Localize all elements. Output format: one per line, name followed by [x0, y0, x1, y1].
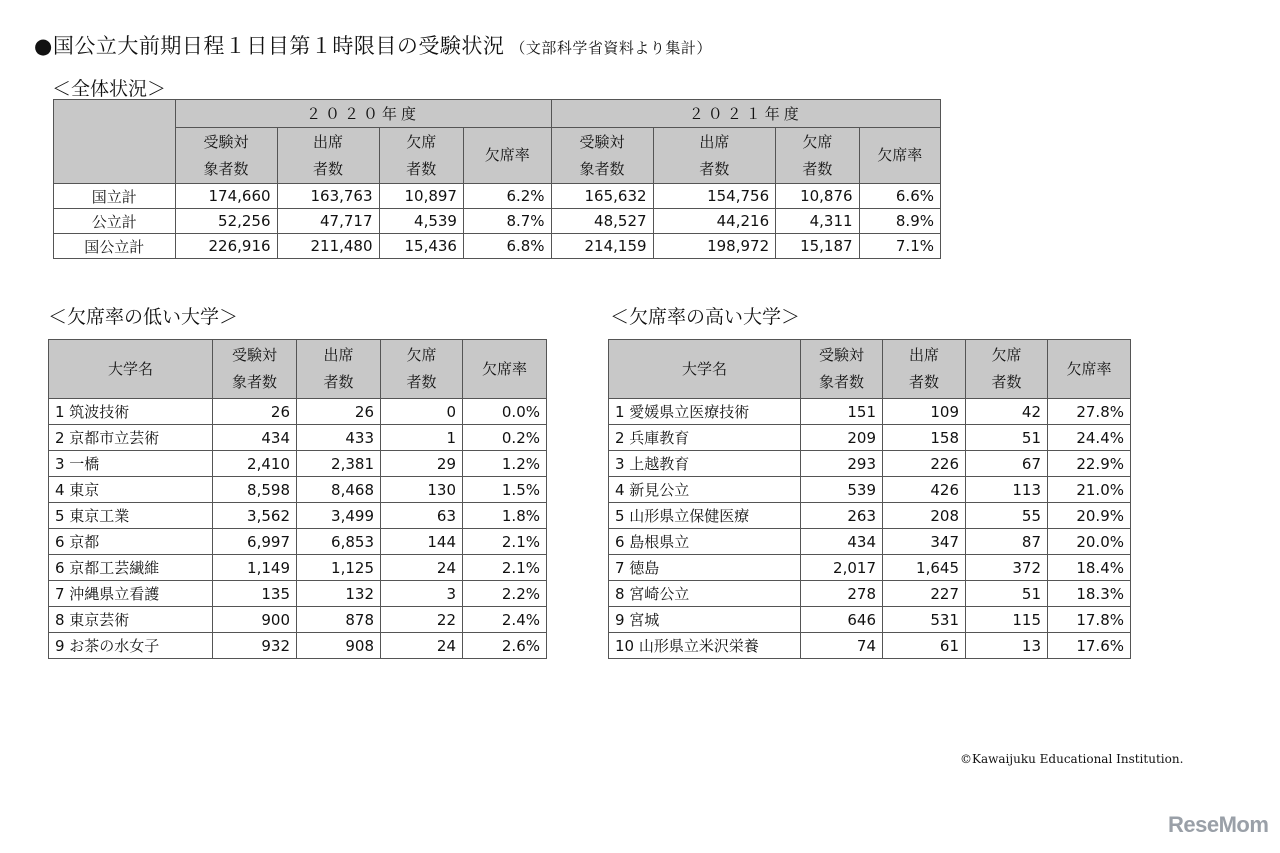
- table-cell: 24: [381, 555, 463, 581]
- overall-col-header-3: [859, 128, 940, 184]
- table-cell: 130: [381, 477, 463, 503]
- high-col-header-1-line: 出席: [908, 346, 939, 364]
- overall-col-header-2: [776, 128, 859, 184]
- overall-col-header-0-line: 象者数: [203, 159, 249, 178]
- table-cell: 531: [883, 607, 966, 633]
- overall-cell: 47,717: [277, 209, 379, 234]
- high-col-header-3: [1048, 340, 1131, 399]
- overall-col-header-1-line: 者数: [699, 159, 730, 178]
- university-name: 3 一橋: [49, 451, 213, 477]
- university-name: 9 お茶の水女子: [49, 633, 213, 659]
- table-cell: 1.8%: [463, 503, 547, 529]
- table-cell: 434: [801, 529, 883, 555]
- table-cell: 17.6%: [1048, 633, 1131, 659]
- table-cell: 115: [966, 607, 1048, 633]
- table-cell: 1,645: [883, 555, 966, 581]
- table-cell: 18.4%: [1048, 555, 1131, 581]
- table-row: [49, 503, 547, 529]
- overall-section-label: ＜全体状況＞: [52, 78, 167, 100]
- overall-col-header-1: [653, 128, 776, 184]
- table-cell: 932: [213, 633, 297, 659]
- low-col-header-1: [297, 340, 381, 399]
- university-name: 6 京都: [49, 529, 213, 555]
- overall-cell: 4,539: [379, 209, 463, 234]
- university-name: 5 東京工業: [49, 503, 213, 529]
- overall-cell: 7.1%: [859, 234, 940, 259]
- high-col-header-2: [966, 340, 1048, 399]
- table-cell: 434: [213, 425, 297, 451]
- overall-cell: 10,897: [379, 184, 463, 209]
- table-cell: 135: [213, 581, 297, 607]
- overall-col-header-1-line: 出席: [699, 132, 730, 151]
- low-col-header-2-line: 者数: [406, 373, 437, 391]
- overall-col-header-0-line: 象者数: [579, 159, 625, 178]
- table-cell: 6,853: [297, 529, 381, 555]
- overall-col-header-2-line: 者数: [406, 159, 437, 178]
- high-absence-table: [608, 339, 1131, 659]
- overall-col-header-0: [175, 128, 277, 184]
- overall-cell: 44,216: [653, 209, 776, 234]
- table-row: [609, 399, 1131, 425]
- university-name: 7 沖縄県立看護: [49, 581, 213, 607]
- table-row: [609, 529, 1131, 555]
- table-row: [609, 425, 1131, 451]
- table-cell: 426: [883, 477, 966, 503]
- table-row: [609, 503, 1131, 529]
- table-cell: 878: [297, 607, 381, 633]
- overall-cell: 211,480: [277, 234, 379, 259]
- table-cell: 347: [883, 529, 966, 555]
- table-cell: 2,017: [801, 555, 883, 581]
- table-cell: 3: [381, 581, 463, 607]
- table-cell: 144: [381, 529, 463, 555]
- overall-cell: 15,187: [776, 234, 859, 259]
- table-cell: 646: [801, 607, 883, 633]
- table-cell: 263: [801, 503, 883, 529]
- high-col-header-0-line: 象者数: [818, 373, 864, 391]
- table-cell: 20.9%: [1048, 503, 1131, 529]
- university-name: 2 兵庫教育: [609, 425, 801, 451]
- table-cell: 51: [966, 425, 1048, 451]
- low-section-label: ＜欠席率の低い大学＞: [48, 306, 239, 328]
- overall-cell: 165,632: [551, 184, 653, 209]
- year-2021-header: ２０２１年度: [551, 100, 940, 128]
- table-cell: 227: [883, 581, 966, 607]
- table-cell: 27.8%: [1048, 399, 1131, 425]
- overall-cell: 174,660: [175, 184, 277, 209]
- overall-column-row: [54, 128, 941, 184]
- table-row: [49, 425, 547, 451]
- overall-cell: 198,972: [653, 234, 776, 259]
- table-cell: 1.5%: [463, 477, 547, 503]
- overall-row-label: 国立計: [54, 184, 176, 209]
- table-cell: 3,499: [297, 503, 381, 529]
- table-cell: 51: [966, 581, 1048, 607]
- overall-cell: 48,527: [551, 209, 653, 234]
- overall-cell: 15,436: [379, 234, 463, 259]
- overall-col-header-0: [551, 128, 653, 184]
- university-name: 4 東京: [49, 477, 213, 503]
- table-cell: 74: [801, 633, 883, 659]
- overall-cell: 8.9%: [859, 209, 940, 234]
- title-text: ●国公立大前期日程１日目第１時限目の受験状況: [34, 34, 505, 58]
- table-row: [49, 477, 547, 503]
- table-cell: 132: [297, 581, 381, 607]
- table-cell: 8,598: [213, 477, 297, 503]
- high-section-label: ＜欠席率の高い大学＞: [610, 306, 801, 328]
- table-row: [609, 607, 1131, 633]
- table-cell: 21.0%: [1048, 477, 1131, 503]
- overall-cell: 6.8%: [463, 234, 551, 259]
- table-row: [49, 399, 547, 425]
- table-cell: 67: [966, 451, 1048, 477]
- university-name: 1 筑波技術: [49, 399, 213, 425]
- table-cell: 13: [966, 633, 1048, 659]
- overall-col-header-3: [463, 128, 551, 184]
- table-cell: 42: [966, 399, 1048, 425]
- table-cell: 151: [801, 399, 883, 425]
- resemom-logo: ReseMom: [1168, 812, 1269, 837]
- table-cell: 900: [213, 607, 297, 633]
- table-row: [49, 529, 547, 555]
- table-cell: 26: [297, 399, 381, 425]
- low-col-header-2: [381, 340, 463, 399]
- high-header-row: [609, 340, 1131, 399]
- table-cell: 2.6%: [463, 633, 547, 659]
- overall-row-label: 公立計: [54, 209, 176, 234]
- table-cell: 109: [883, 399, 966, 425]
- overall-cell: 154,756: [653, 184, 776, 209]
- university-name: 5 山形県立保健医療: [609, 503, 801, 529]
- overall-cell: 214,159: [551, 234, 653, 259]
- overall-col-header-2: [379, 128, 463, 184]
- overall-row-label: 国公立計: [54, 234, 176, 259]
- overall-col-header-3-line: 欠席率: [484, 146, 530, 164]
- overall-col-header-1-line: 者数: [313, 159, 344, 178]
- table-cell: 209: [801, 425, 883, 451]
- table-cell: 20.0%: [1048, 529, 1131, 555]
- overall-cell: 8.7%: [463, 209, 551, 234]
- overall-col-header-2-line: 欠席: [802, 132, 833, 151]
- overall-cell: 6.2%: [463, 184, 551, 209]
- overall-cell: 52,256: [175, 209, 277, 234]
- table-cell: 1.2%: [463, 451, 547, 477]
- table-row: [609, 555, 1131, 581]
- overall-cell: 6.6%: [859, 184, 940, 209]
- university-name: 1 愛媛県立医療技術: [609, 399, 801, 425]
- low-col-header-0-line: 受験対: [231, 346, 277, 364]
- overall-row: [54, 184, 941, 209]
- low-col-header-0: [213, 340, 297, 399]
- university-name: 8 宮崎公立: [609, 581, 801, 607]
- table-cell: 29: [381, 451, 463, 477]
- high-name-header: 大学名: [609, 340, 801, 399]
- table-cell: 24: [381, 633, 463, 659]
- high-col-header-1: [883, 340, 966, 399]
- overall-cell: 10,876: [776, 184, 859, 209]
- high-col-header-2-line: 欠席: [991, 346, 1022, 364]
- low-absence-table: [48, 339, 547, 659]
- table-cell: 6,997: [213, 529, 297, 555]
- university-name: 3 上越教育: [609, 451, 801, 477]
- university-name: 4 新見公立: [609, 477, 801, 503]
- overall-row: [54, 234, 941, 259]
- table-cell: 226: [883, 451, 966, 477]
- table-cell: 2.1%: [463, 529, 547, 555]
- high-col-header-1-line: 者数: [908, 373, 939, 391]
- table-cell: 18.3%: [1048, 581, 1131, 607]
- table-cell: 61: [883, 633, 966, 659]
- table-row: [49, 633, 547, 659]
- table-row: [609, 581, 1131, 607]
- table-cell: 22: [381, 607, 463, 633]
- title-note: （文部科学省資料より集計）: [510, 39, 712, 57]
- table-cell: 1,149: [213, 555, 297, 581]
- overall-col-header-2-line: 欠席: [406, 132, 437, 151]
- overall-cell: 163,763: [277, 184, 379, 209]
- university-name: 6 島根県立: [609, 529, 801, 555]
- table-cell: 22.9%: [1048, 451, 1131, 477]
- table-cell: 278: [801, 581, 883, 607]
- low-col-header-1-line: 出席: [323, 346, 354, 364]
- table-cell: 55: [966, 503, 1048, 529]
- table-row: [609, 451, 1131, 477]
- overall-cell: 226,916: [175, 234, 277, 259]
- table-cell: 158: [883, 425, 966, 451]
- low-name-header: 大学名: [49, 340, 213, 399]
- table-cell: 2.2%: [463, 581, 547, 607]
- university-name: 8 東京芸術: [49, 607, 213, 633]
- table-row: [49, 555, 547, 581]
- table-cell: 17.8%: [1048, 607, 1131, 633]
- table-cell: 539: [801, 477, 883, 503]
- table-cell: 908: [297, 633, 381, 659]
- table-cell: 0.2%: [463, 425, 547, 451]
- table-cell: 1,125: [297, 555, 381, 581]
- low-col-header-3: [463, 340, 547, 399]
- high-col-header-2-line: 者数: [991, 373, 1022, 391]
- low-col-header-3-line: 欠席率: [481, 359, 527, 378]
- table-row: [49, 581, 547, 607]
- table-row: [609, 477, 1131, 503]
- low-col-header-1-line: 者数: [323, 373, 354, 391]
- table-cell: 2.1%: [463, 555, 547, 581]
- overall-col-header-0-line: 受験対: [203, 132, 249, 151]
- university-name: 10 山形県立米沢栄養: [609, 633, 801, 659]
- table-cell: 87: [966, 529, 1048, 555]
- high-col-header-0-line: 受験対: [818, 346, 864, 364]
- overall-cell: 4,311: [776, 209, 859, 234]
- university-name: 9 宮城: [609, 607, 801, 633]
- table-cell: 1: [381, 425, 463, 451]
- university-name: 6 京都工芸繊維: [49, 555, 213, 581]
- overall-col-header-0-line: 受験対: [579, 132, 625, 151]
- university-name: 7 徳島: [609, 555, 801, 581]
- overall-col-header-1: [277, 128, 379, 184]
- table-cell: 3,562: [213, 503, 297, 529]
- table-cell: 208: [883, 503, 966, 529]
- table-cell: 0: [381, 399, 463, 425]
- overall-row: [54, 209, 941, 234]
- table-cell: 8,468: [297, 477, 381, 503]
- overall-corner-cell: [54, 100, 176, 184]
- page-title: [34, 30, 712, 60]
- low-col-header-2-line: 欠席: [406, 346, 437, 364]
- table-cell: 63: [381, 503, 463, 529]
- overall-col-header-1-line: 出席: [313, 132, 344, 151]
- table-cell: 372: [966, 555, 1048, 581]
- table-cell: 2,410: [213, 451, 297, 477]
- low-col-header-0-line: 象者数: [231, 373, 277, 391]
- table-cell: 113: [966, 477, 1048, 503]
- table-cell: 293: [801, 451, 883, 477]
- table-cell: 0.0%: [463, 399, 547, 425]
- high-col-header-3-line: 欠席率: [1066, 359, 1112, 378]
- table-row: [609, 633, 1131, 659]
- table-row: [49, 451, 547, 477]
- table-cell: 2.4%: [463, 607, 547, 633]
- table-cell: 26: [213, 399, 297, 425]
- overall-table: [53, 99, 941, 259]
- copyright-text: ©Kawaijuku Educational Institution.: [960, 752, 1184, 766]
- university-name: 2 京都市立芸術: [49, 425, 213, 451]
- table-row: [49, 607, 547, 633]
- table-cell: 24.4%: [1048, 425, 1131, 451]
- overall-year-row: [54, 100, 941, 128]
- overall-col-header-2-line: 者数: [802, 159, 833, 178]
- table-cell: 433: [297, 425, 381, 451]
- overall-col-header-3-line: 欠席率: [877, 146, 923, 164]
- year-2020-header: ２０２０年度: [175, 100, 551, 128]
- low-header-row: [49, 340, 547, 399]
- high-col-header-0: [801, 340, 883, 399]
- table-cell: 2,381: [297, 451, 381, 477]
